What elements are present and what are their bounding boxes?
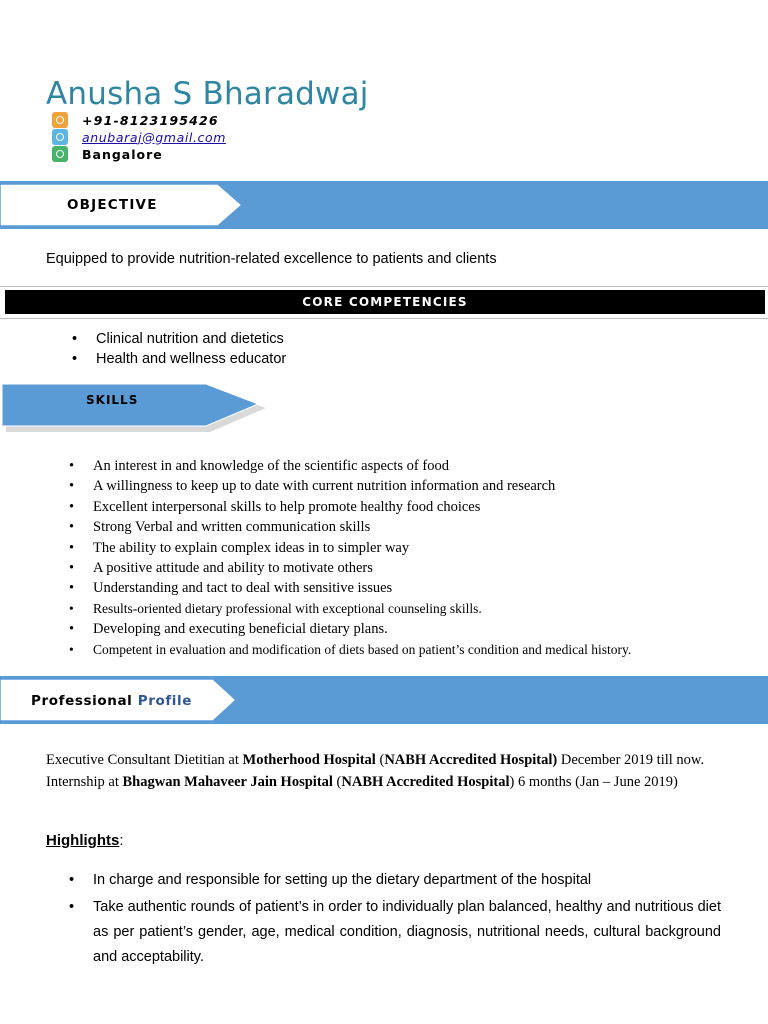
profile-line-1-accr: NABH Accredited Hospital) (384, 752, 558, 768)
list-item: • Clinical nutrition and dietetics (96, 329, 286, 349)
objective-heading: OBJECTIVE (67, 197, 158, 213)
profile-line-2-accr: NABH Accredited Hospital (341, 774, 510, 790)
skills-heading: SKILLS (86, 393, 139, 407)
profile-line-2-post: ) 6 months (Jan – June 2019) (509, 774, 678, 790)
profile-heading-a: Professional (31, 693, 133, 709)
email-row (52, 129, 226, 145)
skills-list (93, 456, 763, 660)
location-text: Bangalore (82, 146, 163, 162)
profile-heading-b: Profile (137, 693, 193, 709)
list-item: • A positive attitude and ability to motivate others (93, 558, 763, 578)
skills-arrow (0, 380, 270, 436)
highlights-list (93, 868, 721, 970)
profile-line-2-org: Bhagwan Mahaveer Jain Hospital (122, 774, 333, 790)
list-item: • A willingness to keep up to date with current nutrition information and research (93, 476, 763, 496)
email-link[interactable]: anubaraj@gmail.com (82, 129, 227, 145)
profile-line-2-mid: ( (332, 774, 342, 790)
list-item: • Health and wellness educator (96, 349, 286, 369)
list-item: • Strong Verbal and written communication skills (93, 517, 763, 537)
highlights-colon: : (119, 832, 124, 849)
objective-text: Equipped to provide nutrition-related excellence to patients and clients (46, 251, 497, 267)
list-item: • Results-oriented dietary professional with exceptional counseling skills. (93, 599, 763, 619)
phone-icon (52, 112, 68, 128)
list-item: • In charge and responsible for setting up the dietary department of the hospital (93, 868, 721, 893)
core-competencies-list (96, 329, 286, 369)
list-item: • An interest in and knowledge of the scientific aspects of food (93, 456, 763, 476)
location-row (52, 146, 163, 162)
profile-line-1 (46, 752, 704, 769)
email-icon (52, 129, 68, 145)
list-item: • The ability to explain complex ideas in to simpler way (93, 538, 763, 558)
list-item: • Take authentic rounds of patient’s in order to individually plan balanced, healthy and nutritious diet as per patient’s gender, age, medical condition, diagnosis, nutritional needs, cultural background and acceptability. (93, 895, 721, 970)
profile-line-2-pre: Internship at (46, 774, 123, 790)
profile-line-1-org: Motherhood Hospital (242, 752, 376, 768)
phone-number: +91-8123195426 (82, 112, 219, 128)
highlights-heading (46, 832, 124, 849)
profile-line-1-post: December 2019 till now. (557, 752, 705, 768)
highlights-heading-text: Highlights (46, 832, 120, 849)
profile-heading (31, 693, 192, 709)
list-item: • Developing and executing beneficial dietary plans. (93, 619, 763, 639)
location-icon (52, 146, 68, 162)
profile-line-1-pre: Executive Consultant Dietitian at (46, 752, 243, 768)
phone-row (52, 112, 219, 128)
core-competencies-heading: CORE COMPETENCIES (5, 290, 765, 314)
candidate-name: Anusha S Bharadwaj (46, 76, 369, 112)
profile-line-1-mid: ( (375, 752, 385, 768)
list-item: • Competent in evaluation and modification of diets based on patient’s condition and medical history. (93, 640, 763, 660)
profile-line-2 (46, 774, 678, 791)
list-item: • Understanding and tact to deal with sensitive issues (93, 578, 763, 598)
list-item: • Excellent interpersonal skills to help promote healthy food choices (93, 497, 763, 517)
